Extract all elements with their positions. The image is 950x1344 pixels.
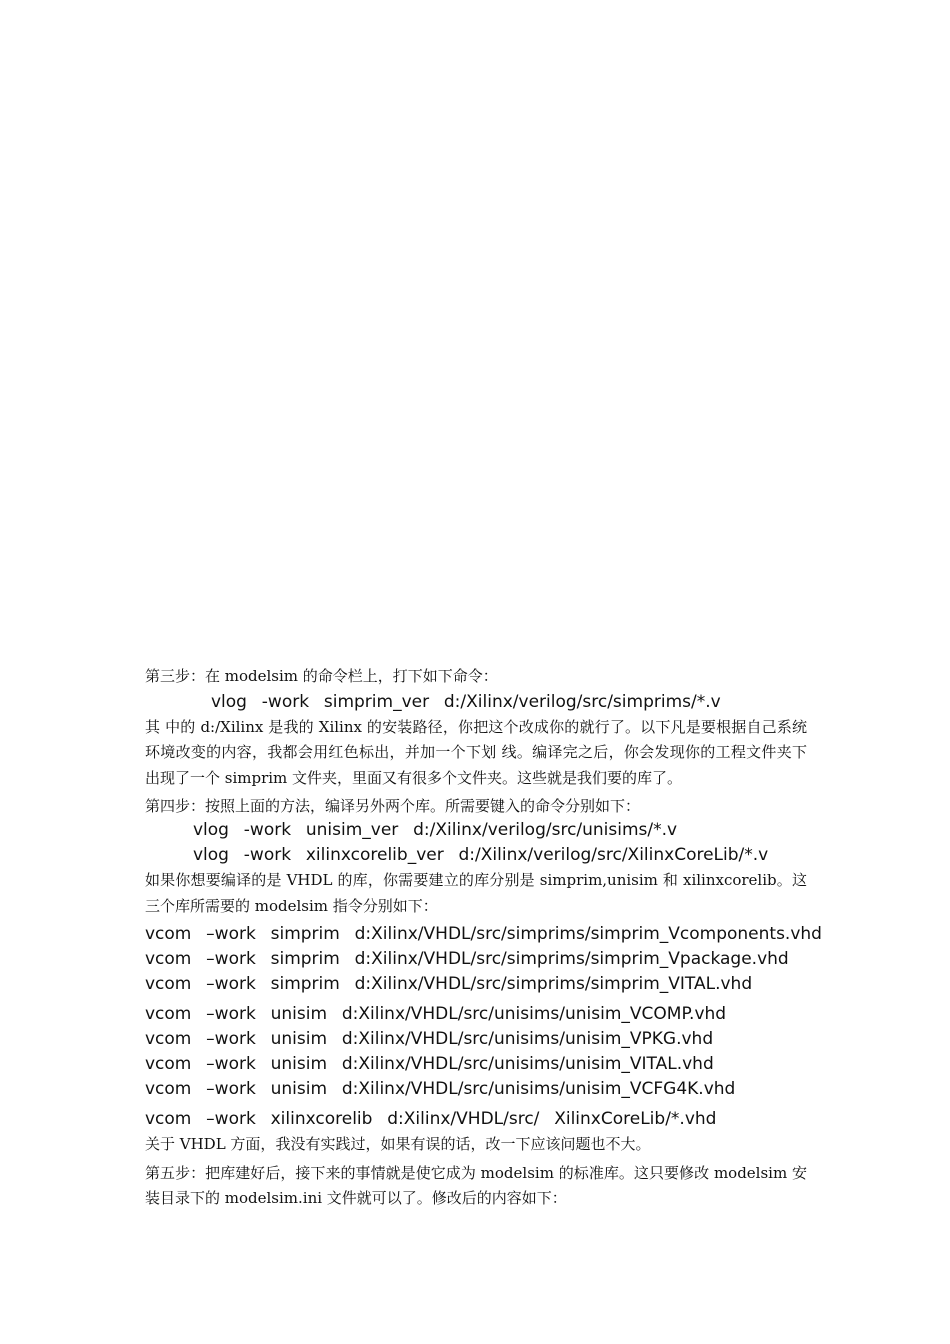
step5-intro: 第五步：把库建好后，接下来的事情就是使它成为 modelsim 的标准库。这只要修改 modelsim 安装目录下的 modelsim.ini 文件就可以了。修改后的内容如下： <box>145 1163 807 1207</box>
vcom-simprim-vpackage: vcom –work simprim d:Xilinx/VHDL/src/simprims/simprim_Vpackage.vhd <box>145 949 789 969</box>
vcom-simprim-vcomponents: vcom –work simprim d:Xilinx/VHDL/src/simprims/simprim_Vcomponents.vhd <box>145 924 822 944</box>
vhdl-caveat: 关于 VHDL 方面，我没有实践过，如果有误的话，改一下应该问题也不大。 <box>145 1135 651 1153</box>
vcom-simprim-vital: vcom –work simprim d:Xilinx/VHDL/src/simprims/simprim_VITAL.vhd <box>145 974 753 994</box>
step4-command-unisim-ver: vlog -work unisim_ver d:/Xilinx/verilog/src/unisims/*.v <box>193 820 678 840</box>
vcom-unisim-vital: vcom –work unisim d:Xilinx/VHDL/src/unisims/unisim_VITAL.vhd <box>145 1054 714 1074</box>
vcom-unisim-vcfg4k: vcom –work unisim d:Xilinx/VHDL/src/unisims/unisim_VCFG4K.vhd <box>145 1079 736 1099</box>
step3-intro: 第三步：在 modelsim 的命令栏上，打下如下命令： <box>145 667 498 685</box>
document-body <box>145 664 822 1212</box>
step3-command: vlog -work simprim_ver d:/Xilinx/verilog/src/simprims/*.v <box>211 691 721 712</box>
step4-intro: 第四步：按照上面的方法，编译另外两个库。所需要键入的命令分别如下： <box>145 797 641 815</box>
step3-note: 其 中的 d:/Xilinx 是我的 Xilinx 的安装路径，你把这个改成你的就行了。以下凡是要根据自己系统环境改变的内容，我都会用红色标出，并加一个下划 线。编译完之后，你会发现你的工程文件夹下出现了一个 simprim 文件夹，里面又有很多个文件夹。这些就是我们要的库了。 <box>145 717 807 787</box>
vhdl-note: 如果你想要编译的是 VHDL 的库，你需要建立的库分别是 simprim,unisim 和 xilinxcorelib。这三个库所需要的 modelsim 指令分别如下： <box>145 871 807 915</box>
vcom-unisim-vcomp: vcom –work unisim d:Xilinx/VHDL/src/unisims/unisim_VCOMP.vhd <box>145 1004 727 1024</box>
vcom-unisim-vpkg: vcom –work unisim d:Xilinx/VHDL/src/unisims/unisim_VPKG.vhd <box>145 1029 714 1049</box>
step4-command-xilinxcorelib-ver: vlog -work xilinxcorelib_ver d:/Xilinx/verilog/src/XilinxCoreLib/*.v <box>193 845 769 865</box>
vcom-xilinxcorelib: vcom –work xilinxcorelib d:Xilinx/VHDL/src/ XilinxCoreLib/*.vhd <box>145 1109 717 1129</box>
